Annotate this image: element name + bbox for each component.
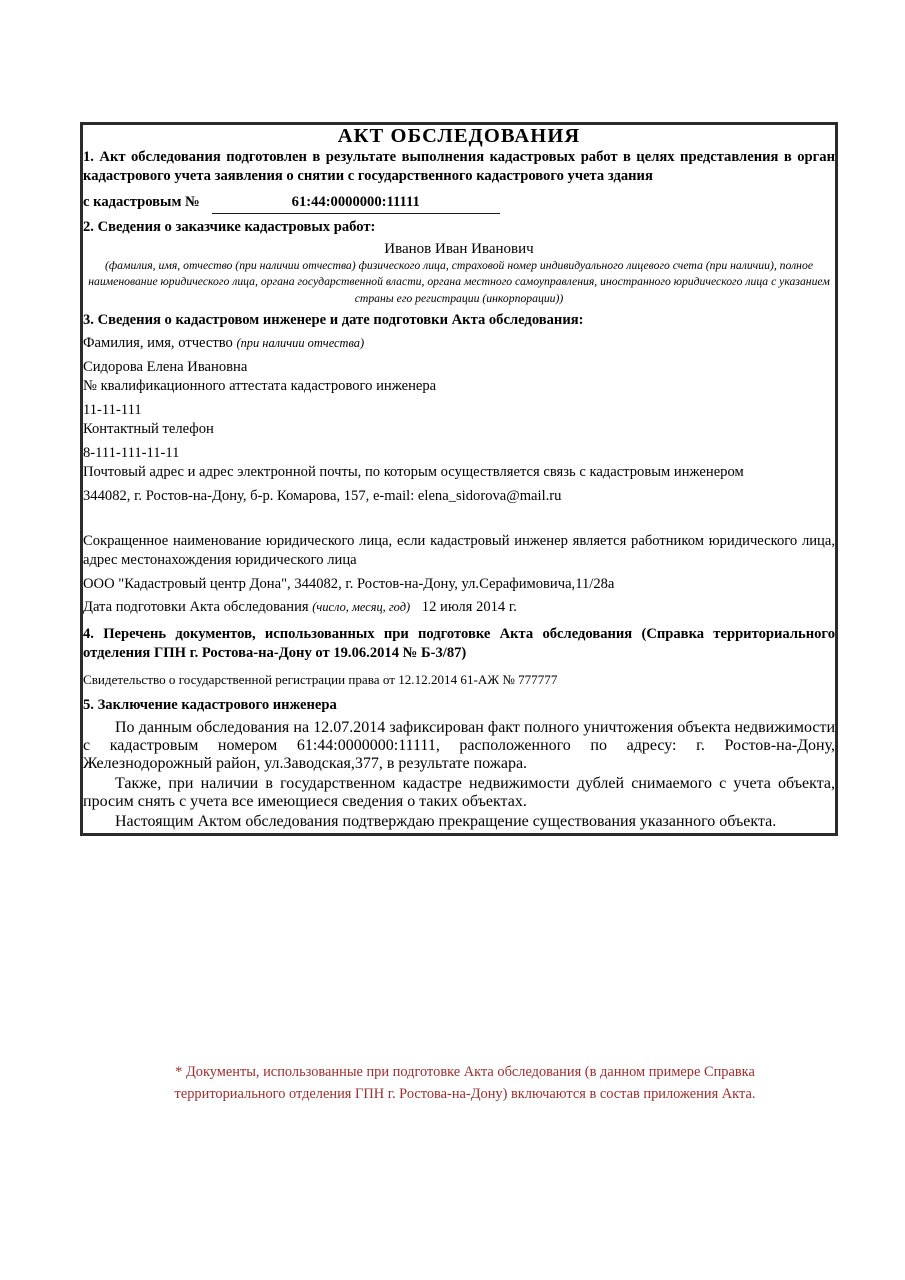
engineer-attestat-row — [82, 377, 837, 420]
engineer-fio-value[interactable]: Сидорова Елена Ивановна — [83, 358, 248, 375]
section2-heading: 2. Сведения о заказчике кадастровых работ: — [83, 218, 376, 235]
engineer-attestat-cell — [82, 377, 837, 420]
engineer-address-cell — [82, 463, 837, 506]
section3-heading: 3. Сведения о кадастровом инженере и дате подготовки Акта обследования: — [83, 312, 584, 328]
address-spacer-row — [82, 506, 837, 532]
engineer-fio-hint: (при наличии отчества) — [236, 335, 365, 350]
customer-caption-row — [82, 258, 837, 307]
engineer-phone-cell — [82, 420, 837, 463]
section5-heading-row — [82, 692, 837, 719]
section2-heading-row — [82, 214, 837, 241]
section1-paragraph: 1. Акт обследования подготовлен в результате выполнения кадастровых работ в целях представления в орган кадастрового учета заявления о снятии с государственного кадастрового учета здания — [83, 149, 835, 184]
preparation-date-cell — [82, 594, 837, 621]
section4-heading: 4. Перечень документов, использованных при подготовке Акта обследования (Справка территориального отделения ГПН г. Ростова-на-Дону от 19.06.2014 № Б-3/87) — [83, 625, 835, 661]
conclusion-paragraph: Также, при наличии в государственном кадастре недвижимости дублей снимаемого с учета объекта, просим снять с учета все имеющиеся сведения о таких объектах. — [83, 774, 835, 810]
conclusion-paragraph: Настоящим Актом обследования подтверждаю прекращение существования указанного объекта. — [115, 812, 777, 830]
cadastral-number-value[interactable]: 61:44:0000000:11111 — [212, 193, 500, 214]
cadastral-number-label: с кадастровым № — [83, 193, 200, 210]
section5-body-row — [82, 719, 837, 835]
preparation-date-hint: (число, месяц, год) — [312, 599, 411, 614]
preparation-date-value[interactable]: 12 июля 2014 г. — [421, 598, 517, 615]
customer-name-caption: (фамилия, имя, отчество (при наличии отчества) физического лица, страховой номер индивидуального лицевого счета (при наличии), полное наименование юридического лица, органа государственной власти, органа местного самоуправления, иностранного юридического лица с указанием страны его регистрации (инкорпорации)) — [88, 258, 830, 305]
preparation-date-label: Дата подготовки Акта обследования — [83, 598, 309, 615]
engineer-phone-row — [82, 420, 837, 463]
engineer-phone-value[interactable]: 8-111-111-11-11 — [83, 444, 180, 461]
engineer-phone-label: Контактный телефон — [83, 420, 214, 437]
section4-document-value[interactable]: Свидетельство о государственной регистрации права от 12.12.2014 61-АЖ № 777777 — [83, 671, 558, 687]
section5-heading: 5. Заключение кадастрового инженера — [83, 696, 337, 713]
engineer-address-value[interactable]: 344082, г. Ростов-на-Дону, б-р. Комарова, 157, e-mail: elena_sidorova@mail.ru — [83, 487, 562, 504]
legal-entity-row — [82, 532, 837, 594]
engineer-fio-cell — [82, 334, 837, 377]
engineer-address-label: Почтовый адрес и адрес электронной почты, по которым осуществляется связь с кадастровым инженером — [83, 463, 744, 480]
engineer-attestat-value[interactable]: 11-11-111 — [83, 401, 142, 418]
title-row — [82, 124, 837, 149]
engineer-fio-label: Фамилия, имя, отчество — [83, 334, 233, 351]
preparation-date-row — [82, 594, 837, 621]
engineer-fio-labelline — [83, 334, 835, 353]
section1-row — [82, 148, 837, 214]
act-form-table — [80, 122, 838, 836]
customer-name-value[interactable]: Иванов Иван Иванович — [384, 240, 534, 257]
footnote-text: * Документы, использованные при подготовке Акта обследования (в данном примере Справка территориального отделения ГПН г. Ростова-на-Дону) включаются в состав приложения Акта. — [174, 1064, 756, 1103]
cadastral-number-row — [83, 193, 835, 214]
customer-name-row — [82, 241, 837, 258]
section5-body-cell — [82, 719, 837, 835]
section3-heading-row — [82, 307, 837, 334]
engineer-address-row — [82, 463, 837, 506]
conclusion-paragraph: По данным обследования на 12.07.2014 зафиксирован факт полного уничтожения объекта недвижимости с кадастровым номером 61:44:0000000:11111, расположенного по адресу: г. Ростов-на-Дону, Железнодорожный район, ул.Заводская,377, в результате пожара. — [83, 718, 835, 772]
title-cell — [82, 124, 837, 149]
address-spacer-cell — [82, 506, 837, 532]
section1-cell — [82, 148, 837, 214]
engineer-fio-row — [82, 334, 837, 377]
section4-heading-row — [82, 621, 837, 667]
legal-entity-label: Сокращенное наименование юридического лица, если кадастровый инженер является работником юридического лица, адрес местонахождения юридического лица — [83, 532, 835, 568]
section4-document-row — [82, 667, 837, 692]
legal-entity-cell — [82, 532, 837, 594]
engineer-attestat-label: № квалификационного аттестата кадастрового инженера — [83, 377, 437, 394]
page-title: АКТ ОБСЛЕДОВАНИЯ — [337, 125, 581, 147]
legal-entity-value[interactable]: ООО "Кадастровый центр Дона", 344082, г. Ростов-на-Дону, ул.Серафимовича,11/28а — [83, 575, 615, 592]
